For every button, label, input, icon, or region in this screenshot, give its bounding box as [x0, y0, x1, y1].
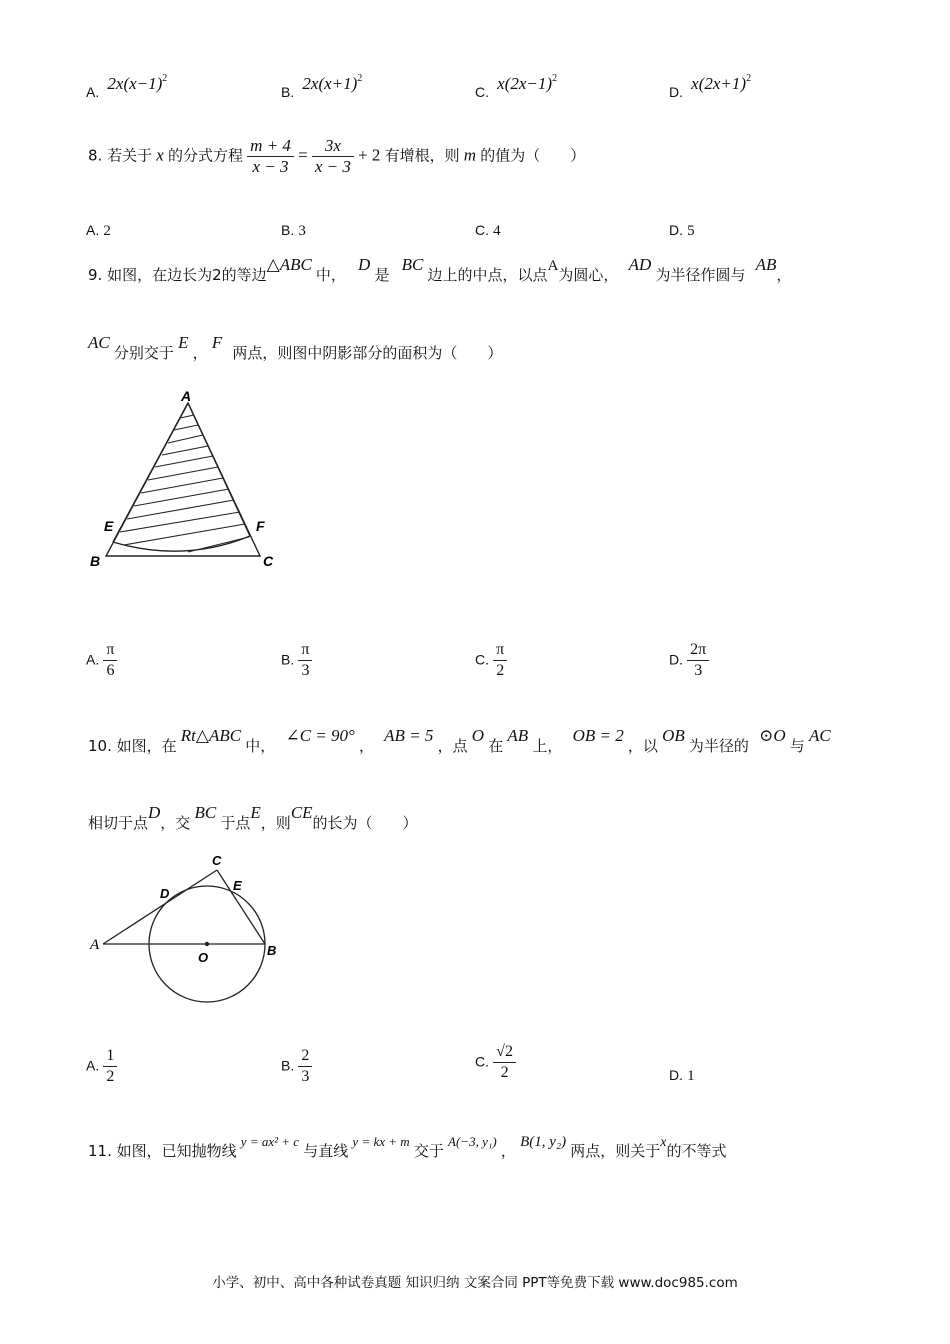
denominator: 3 — [301, 1068, 310, 1085]
q11-point-a: A(−3, y₁) — [448, 1134, 497, 1149]
q9-option-c — [475, 640, 507, 681]
option-label: A. — [86, 222, 100, 238]
denominator: x − 3 — [314, 157, 351, 176]
numerator: π — [103, 640, 117, 661]
q9-segment-ab: AB — [755, 255, 777, 274]
numerator: m + 4 — [247, 136, 294, 157]
denominator: 3 — [301, 662, 310, 679]
q10-segment-ab: AB — [507, 726, 529, 745]
option-fraction — [103, 1046, 117, 1087]
option-label: D. — [669, 651, 683, 668]
denominator: 2 — [500, 1064, 509, 1081]
q9-segment-bc: BC — [401, 255, 424, 274]
option-exponent: 2 — [746, 73, 752, 84]
q8-option-d — [669, 222, 695, 240]
q9-segment-ac: AC — [88, 333, 110, 352]
q9-text: 边上的中点，以点 — [427, 266, 548, 284]
q9-text: 中， — [315, 266, 346, 284]
label-e: E — [233, 878, 242, 893]
option-fraction — [687, 640, 709, 681]
option-fraction — [493, 1042, 516, 1083]
q11-text: 与直线 — [303, 1142, 349, 1160]
option-label: D. — [669, 222, 683, 238]
q10-text: 与 — [789, 737, 805, 755]
q10-text: 10. 如图，在 — [88, 737, 177, 755]
q9-option-a — [86, 640, 117, 681]
q10-option-b — [281, 1046, 312, 1087]
option-exponent: 2 — [162, 73, 168, 84]
q10-circle-o: ⊙O — [759, 726, 786, 745]
q10-option-c — [475, 1042, 516, 1083]
triangle-abc — [106, 403, 260, 556]
q10-ob-length: OB = 2 — [572, 726, 624, 745]
q8-text: 的值为（ ） — [480, 146, 586, 165]
option-label: D. — [669, 84, 683, 100]
option-label: C. — [475, 651, 489, 668]
label-c: C — [212, 853, 222, 868]
q10-text: ，点 — [437, 737, 468, 755]
q10-question-line2 — [88, 803, 418, 833]
option-exponent: 2 — [552, 73, 558, 84]
q9-point-e: E — [178, 333, 189, 352]
numerator: 2 — [298, 1046, 312, 1067]
q7-option-a — [86, 73, 168, 102]
option-label: A. — [86, 84, 100, 100]
label-f: F — [256, 518, 265, 534]
numerator: π — [298, 640, 312, 661]
q9-point-d: D — [358, 255, 371, 274]
option-expr: x(2x−1) — [497, 74, 553, 93]
page-footer: 小学、初中、高中各种试卷真题 知识归纳 文案合同 PPT等免费下载 www.doc985.com — [212, 1275, 738, 1291]
option-label: C. — [475, 222, 489, 238]
q11-point-b: B(1, y₂) — [520, 1134, 567, 1150]
q9-point-f: F — [211, 333, 223, 352]
q10-text: 为半径的 — [688, 737, 749, 755]
option-value: 3 — [298, 223, 306, 239]
q11-text: ， — [500, 1142, 516, 1160]
hatch-lines — [120, 415, 249, 552]
q10-text: ，交 — [160, 814, 191, 832]
option-expr: 2x(x−1) — [107, 74, 163, 93]
q11-var-x: x — [660, 1135, 667, 1150]
q10-point-d: D — [148, 803, 161, 822]
denominator: 3 — [694, 662, 703, 679]
label-o: O — [198, 950, 209, 965]
option-label: B. — [281, 651, 295, 668]
q11-line: y = kx + m — [352, 1134, 410, 1149]
option-label: D. — [669, 1067, 683, 1083]
q8-option-c — [475, 222, 501, 240]
center-dot — [205, 942, 209, 946]
option-value: 4 — [493, 223, 501, 239]
option-label: B. — [281, 222, 295, 238]
q9-triangle: △ABC — [266, 255, 312, 274]
q10-ab-length: AB = 5 — [384, 726, 434, 745]
q10-text: 上， — [532, 737, 563, 755]
option-label: C. — [475, 1053, 489, 1070]
q8-fraction-2 — [312, 136, 354, 177]
q9-figure — [84, 385, 284, 575]
option-expr: 2x(x+1) — [302, 74, 358, 93]
numerator: π — [493, 640, 507, 661]
numerator: 2π — [687, 640, 709, 661]
q9-text: ， — [776, 266, 792, 284]
option-value: 5 — [687, 223, 695, 239]
q9-text: 两点，则图中阴影部分的面积为（ ） — [232, 344, 503, 362]
label-a: A — [181, 388, 192, 404]
option-fraction — [298, 1046, 312, 1087]
q10-segment-ac: AC — [808, 726, 831, 745]
q10-text: 中， — [245, 737, 276, 755]
q10-text: 于点 — [220, 814, 251, 832]
q10-text: 相切于点 — [88, 814, 149, 832]
q9-point-a: A — [547, 258, 559, 274]
q8-text: 的分式方程 — [167, 146, 243, 165]
denominator: 2 — [106, 1068, 115, 1085]
q9-text: 9. 如图，在边长为2的等边 — [88, 266, 267, 284]
q11-parabola: y = ax² + c — [240, 1134, 300, 1149]
q10-point-o: O — [471, 726, 485, 745]
q11-question — [88, 1134, 727, 1161]
q9-text: 为半径作圆与 — [655, 266, 746, 284]
q10-text: ， — [358, 737, 374, 755]
equals-sign: = — [298, 145, 308, 165]
q9-option-d — [669, 640, 709, 681]
q10-text: 在 — [488, 737, 504, 755]
option-fraction — [493, 640, 507, 681]
q8-var: x — [156, 145, 164, 165]
q9-question-line1 — [88, 255, 792, 285]
q10-option-d — [669, 1067, 695, 1085]
option-expr: x(2x+1) — [691, 74, 747, 93]
label-c: C — [263, 553, 274, 569]
q7-option-d — [669, 73, 752, 102]
label-b: B — [90, 553, 101, 569]
denominator: 6 — [106, 662, 115, 679]
q10-point-e: E — [250, 803, 261, 822]
option-fraction — [103, 640, 117, 681]
q11-text: 两点，则关于 — [570, 1142, 661, 1160]
q10-segment-ob: OB — [662, 726, 685, 745]
option-value: 2 — [103, 223, 111, 239]
q8-var-m: m — [463, 145, 477, 165]
option-value: 1 — [687, 1068, 695, 1084]
option-fraction — [298, 640, 312, 681]
q9-option-b — [281, 640, 312, 681]
q10-question-line1 — [88, 726, 831, 756]
q8-text: 有增根，则 — [384, 146, 460, 165]
q7-option-b — [281, 73, 363, 102]
label-a: A — [90, 937, 100, 953]
segment-ac — [103, 870, 217, 944]
q9-segment-ad: AD — [628, 255, 652, 274]
q7-option-c — [475, 73, 558, 102]
q11-text: 的不等式 — [666, 1142, 727, 1160]
q9-text: ， — [192, 344, 208, 362]
q10-text: 的长为（ ） — [312, 814, 418, 832]
label-d: D — [160, 886, 170, 901]
label-b: B — [267, 943, 277, 958]
numerator: √2 — [493, 1042, 516, 1063]
q9-question-line2 — [88, 333, 503, 363]
numerator: 1 — [103, 1046, 117, 1067]
numerator: 3x — [312, 136, 354, 157]
q10-segment-bc: BC — [194, 803, 217, 822]
q10-text: ，则 — [260, 814, 291, 832]
option-label: C. — [475, 84, 489, 100]
denominator: 2 — [496, 662, 505, 679]
q11-text: 交于 — [413, 1142, 444, 1160]
segment-ae — [113, 403, 188, 542]
label-e: E — [104, 518, 114, 534]
denominator: x − 3 — [252, 157, 289, 176]
q10-angle: ∠C = 90° — [285, 726, 355, 745]
q9-text: 是 — [374, 266, 390, 284]
option-label: A. — [86, 1057, 100, 1074]
q8-option-a — [86, 222, 111, 240]
q9-text: 分别交于 — [113, 344, 174, 362]
q8-fraction-1 — [247, 136, 294, 177]
q10-option-a — [86, 1046, 117, 1087]
q11-text: 11. 如图，已知抛物线 — [88, 1142, 237, 1160]
option-label: B. — [281, 84, 295, 100]
q8-plus: + 2 — [358, 145, 381, 165]
option-exponent: 2 — [357, 73, 363, 84]
option-label: A. — [86, 651, 100, 668]
q9-text: 为圆心， — [558, 266, 619, 284]
q8-question — [88, 136, 585, 177]
q10-segment-ce: CE — [290, 803, 313, 822]
option-label: B. — [281, 1057, 295, 1074]
q10-text: ，以 — [627, 737, 658, 755]
q8-text: 8. 若关于 — [88, 146, 153, 165]
q10-triangle: Rt△ABC — [180, 726, 242, 745]
q8-option-b — [281, 222, 306, 240]
q10-figure — [84, 848, 284, 1008]
